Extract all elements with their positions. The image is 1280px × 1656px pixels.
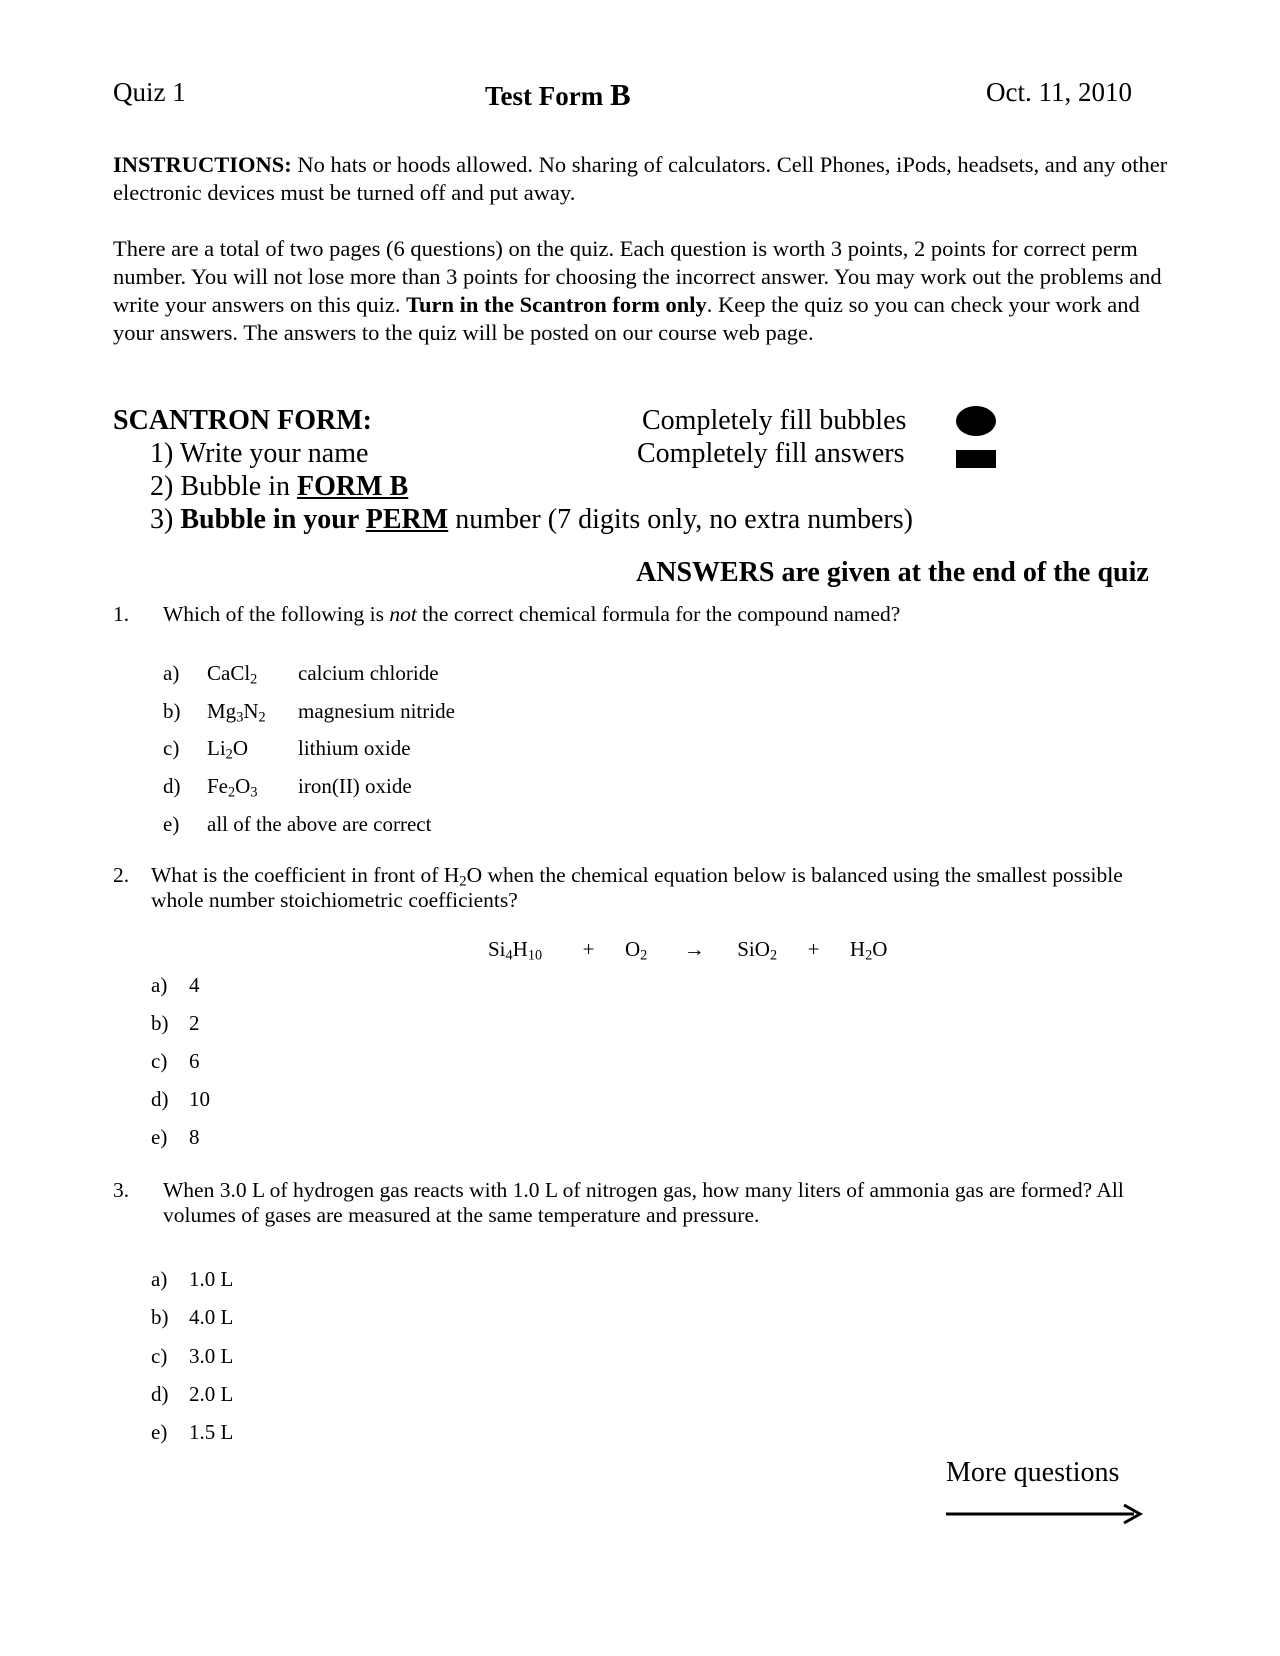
scantron-perm: PERM	[365, 504, 449, 535]
q3-option-a[interactable]	[151, 1267, 233, 1292]
scantron-form-b: FORM B	[297, 471, 409, 502]
reactant-1	[488, 937, 543, 964]
q1-text	[163, 602, 900, 627]
formula	[207, 661, 298, 686]
scantron-step-2	[150, 470, 408, 503]
formula-part: Fe	[207, 774, 228, 798]
option-label: e)	[163, 812, 180, 836]
option-label: d)	[151, 1382, 169, 1406]
q2-text-pre: What is the coefficient in front of H	[151, 863, 460, 887]
eq-part: SiO	[737, 937, 770, 961]
eq-sub: 4	[505, 947, 513, 964]
reaction-arrow-icon: →	[683, 937, 705, 961]
q3-option-b[interactable]	[151, 1305, 233, 1330]
compound-name: calcium chloride	[298, 661, 439, 685]
info-text-2: . Keep the quiz so you can check your work and your answers. The answers to the quiz will be posted on our course web page.	[113, 292, 1140, 345]
q1-text-pre: Which of the following is	[163, 602, 390, 626]
q2-option-c[interactable]	[151, 1049, 200, 1074]
answers-note: ANSWERS are given at the end of the quiz	[636, 557, 1149, 588]
quiz-date: Oct. 11, 2010	[986, 77, 1132, 107]
eq-part: Si	[488, 937, 506, 961]
formula-part: O	[235, 774, 251, 798]
option-label: b)	[151, 1305, 169, 1329]
product-2	[849, 937, 888, 964]
formula-part: O	[232, 736, 248, 760]
q1-option-d[interactable]	[163, 774, 412, 799]
q2-option-e[interactable]	[151, 1125, 200, 1150]
q2-number: 2.	[113, 863, 130, 887]
instructions-text: No hats or hoods allowed. No sharing of calculators. Cell Phones, iPods, headsets, and any other electronic devices must be turned off and put away.	[113, 152, 1168, 205]
option-value: 4	[189, 973, 200, 997]
scantron-step-3-rest: number (7 digits only, no extra numbers)	[448, 504, 913, 535]
option-label: a)	[151, 973, 168, 997]
info-paragraph	[113, 235, 1173, 347]
formula-sub: 3	[250, 784, 258, 801]
scantron-title: SCANTRON FORM:	[113, 405, 372, 436]
q1-option-b[interactable]	[163, 699, 455, 724]
q1-text-italic: not	[389, 602, 417, 626]
q1-text-post: the correct chemical formula for the compound named?	[416, 602, 901, 626]
formula-part: N	[243, 699, 259, 723]
option-value: 4.0 L	[189, 1305, 234, 1329]
info-text-bold: Turn in the Scantron form only	[406, 292, 707, 317]
right-arrow-icon	[944, 1502, 1148, 1526]
more-questions-text: More questions	[946, 1457, 1120, 1488]
scantron-step-3	[150, 503, 913, 536]
option-label: a)	[163, 661, 180, 685]
eq-part: H	[849, 937, 866, 961]
option-label: d)	[163, 774, 181, 798]
fill-bubbles-text: Completely fill bubbles	[642, 405, 907, 436]
test-form-letter: B	[609, 77, 631, 112]
option-value: 2.0 L	[189, 1382, 234, 1406]
eq-part: H	[512, 937, 528, 961]
scantron-step-3-num: 3)	[150, 504, 181, 535]
formula-part: Mg	[207, 699, 237, 723]
option-label: e)	[151, 1420, 168, 1444]
plus-sign: +	[807, 937, 820, 961]
quiz-title: Quiz 1	[113, 77, 186, 107]
option-value: 1.5 L	[189, 1420, 234, 1444]
formula-sub: 3	[236, 709, 244, 726]
option-label: c)	[163, 736, 180, 760]
test-form-prefix: Test Form	[485, 81, 610, 111]
option-label: c)	[151, 1049, 168, 1073]
q3-option-c[interactable]	[151, 1344, 233, 1369]
instructions-label: INSTRUCTIONS:	[113, 152, 292, 177]
q2-option-a[interactable]	[151, 973, 200, 998]
test-form-label	[485, 77, 631, 113]
q2-option-b[interactable]	[151, 1011, 200, 1036]
formula	[207, 774, 298, 799]
q1-number: 1.	[113, 602, 130, 626]
q1-option-c[interactable]	[163, 736, 411, 761]
eq-part: O	[624, 937, 641, 961]
option-label: e)	[151, 1125, 168, 1149]
info-text-1: There are a total of two pages (6 questions) on the quiz. Each question is worth 3 points, 2 points for correct perm number. You will not lose more than 3 points for choosing the incorrect answer. You may work out the problems and write your answers on this quiz.	[113, 236, 1162, 317]
filled-answer-icon	[956, 450, 996, 468]
q2-option-d[interactable]	[151, 1087, 210, 1112]
formula-sub: 2	[258, 709, 266, 726]
eq-sub: 2	[865, 947, 873, 964]
formula	[207, 736, 298, 761]
q1-option-e[interactable]	[163, 812, 431, 837]
formula-sub: 2	[228, 784, 236, 801]
option-value: 3.0 L	[189, 1344, 234, 1368]
q3-number: 3.	[113, 1178, 130, 1202]
option-label: b)	[151, 1011, 169, 1035]
option-value: 2	[189, 1011, 200, 1035]
option-value: 6	[189, 1049, 200, 1073]
q3-option-d[interactable]	[151, 1382, 233, 1407]
scantron-step-3-bold: Bubble in your	[180, 504, 366, 535]
q2-text-sub: 2	[459, 873, 467, 890]
option-label: b)	[163, 699, 181, 723]
option-value: 8	[189, 1125, 200, 1149]
q2-text-post: O when the chemical equation below is balanced using the smallest possible whole number stoichiometric coefficients?	[151, 863, 1123, 912]
q3-text: When 3.0 L of hydrogen gas reacts with 1.0 L of nitrogen gas, how many liters of ammonia gas are formed? All volumes of gases are measured at the same temperature and pressure.	[163, 1178, 1124, 1227]
formula-sub: 2	[250, 671, 258, 688]
q2-text	[151, 863, 1151, 913]
option-value: 1.0 L	[189, 1267, 234, 1291]
formula-sub: 2	[225, 746, 233, 763]
instructions	[113, 151, 1173, 207]
scantron-step-2-prefix: 2) Bubble in	[150, 471, 297, 502]
fill-answers-text: Completely fill answers	[637, 438, 905, 469]
formula-part: CaCl	[207, 661, 251, 685]
option-label: c)	[151, 1344, 168, 1368]
option-label: a)	[151, 1267, 168, 1291]
option-text: all of the above are correct	[207, 812, 432, 836]
reactant-2	[624, 937, 648, 964]
eq-sub: 2	[640, 947, 648, 964]
compound-name: lithium oxide	[298, 736, 411, 760]
plus-sign: +	[582, 937, 595, 961]
option-value: 10	[189, 1087, 210, 1111]
eq-sub: 10	[527, 947, 543, 964]
equation	[488, 937, 887, 962]
q1-option-a[interactable]	[163, 661, 439, 686]
eq-sub: 2	[769, 947, 778, 964]
compound-name: magnesium nitride	[298, 699, 455, 723]
formula-part: Li	[207, 736, 226, 760]
q3-option-e[interactable]	[151, 1420, 233, 1445]
compound-name: iron(II) oxide	[298, 774, 412, 798]
formula	[207, 699, 298, 724]
filled-bubble-icon	[956, 406, 996, 436]
option-label: d)	[151, 1087, 169, 1111]
eq-part: O	[872, 937, 888, 961]
scantron-step-1: 1) Write your name	[150, 438, 369, 469]
product-1	[737, 937, 778, 964]
